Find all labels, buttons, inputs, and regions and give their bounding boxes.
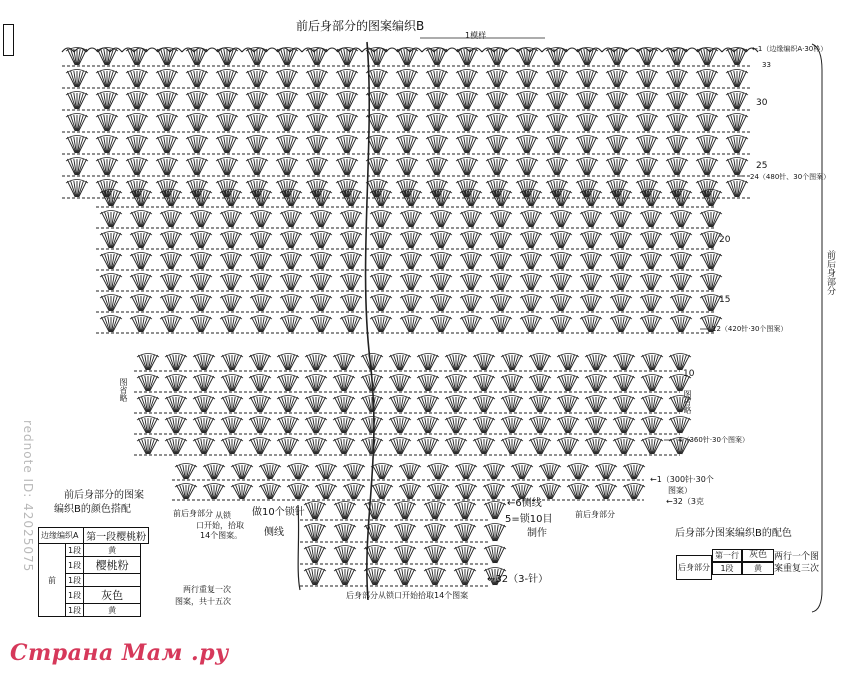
color-table-color <box>84 574 141 587</box>
side-line-right: ←6侧线 <box>507 498 542 509</box>
chart-title: 前后身部分的图案编织B <box>296 19 425 33</box>
row-label-4: 4（360针·30个图案） <box>678 436 749 444</box>
omit-label-right: 图省略 <box>683 390 692 414</box>
arrow-32-top: ←32（3克 <box>666 497 704 506</box>
right-bracket <box>812 44 822 612</box>
color-table-color: 灰色 <box>84 587 141 604</box>
edge-scallop <box>326 48 338 52</box>
site-watermark: Страна Мам .ру <box>10 640 229 666</box>
edge-scallop <box>266 48 278 52</box>
color-table-note-1: 两行重复一次 <box>183 585 231 594</box>
left-section-title-2: 编织B的颜色搭配 <box>54 504 131 515</box>
back-pickup-right: 前后身部分 <box>575 510 615 519</box>
side-line-left: 侧线 <box>264 527 284 538</box>
color-table-row: 1段 <box>66 557 84 574</box>
row-label-1: ←1（300针·30个 <box>650 475 714 484</box>
edge-scallop <box>686 48 698 52</box>
edge-scallop <box>506 48 518 52</box>
right-rows: 1段 <box>712 562 742 575</box>
color-table-header-left: 边缘编织A <box>39 528 84 544</box>
color-table-row: 1段 <box>66 574 84 587</box>
row-label-24: 24（480针、30个图案） <box>750 173 831 181</box>
bottom-left-small: 前后身部分 <box>173 509 213 518</box>
color-table-color: 黄 <box>84 544 141 557</box>
omit-label-left: 图省略 <box>119 378 128 402</box>
row-label-12: 12（420针·30个图案） <box>712 325 788 333</box>
color-table <box>38 527 149 617</box>
side-label: 前后身部分 <box>825 250 835 295</box>
edge-scallop <box>86 48 98 52</box>
edge-scallop <box>386 48 398 52</box>
left-section-title-1: 前后身部分的图案 <box>64 490 144 501</box>
right-note-2: 案重复三次 <box>774 564 820 574</box>
color-table-color: 黄 <box>84 604 141 617</box>
chain-10-right: 5=锁10目 <box>505 514 553 525</box>
right-color-table <box>676 549 776 584</box>
arrow-32-bottom: ←32（3-针） <box>487 574 549 585</box>
edge-scallop <box>626 48 638 52</box>
right-row-label: 后身部分 <box>676 555 712 580</box>
color-table-row: 1段 <box>66 587 84 604</box>
right-color-1: 灰色 <box>742 549 774 562</box>
row-label-10: 10 <box>683 369 695 379</box>
color-table-row: 1段 <box>66 544 84 557</box>
right-section-title: 后身部分图案编织B的配色 <box>675 528 792 539</box>
bottom-note: 后身部分从锁口开始拾取14个图案 <box>346 591 469 600</box>
pickup-left-1: 从锁 <box>215 511 231 520</box>
side-watermark: rednote ID: 42025075 <box>21 420 35 573</box>
right-note-1: 两行一个图 <box>774 552 820 562</box>
row-label-15: 15 <box>719 295 731 305</box>
chain-10-label: 做10个锁针 <box>252 507 305 518</box>
corner-marker <box>3 24 14 56</box>
pickup-left-2: 口开始，拾取 <box>196 521 244 530</box>
color-table-note-2: 图案，共十五次 <box>175 597 231 606</box>
right-color-2: 黄 <box>742 562 774 575</box>
color-table-row: 1段 <box>66 604 84 617</box>
make-label: 制作 <box>527 528 547 539</box>
row-label-33: 33 <box>762 61 771 69</box>
pickup-left-3: 14个图案。 <box>200 531 243 540</box>
color-table-side-mark: 前 <box>39 544 66 617</box>
edge-scallop <box>206 48 218 52</box>
row-label-30: 30 <box>756 98 768 108</box>
color-table-header-right: 第一段樱桃粉 <box>84 528 149 544</box>
right-first-row: 第一行 <box>712 549 742 562</box>
row-label-25: 25 <box>756 161 768 171</box>
color-table-color: 樱桃粉 <box>84 557 141 574</box>
edge-scallop <box>146 48 158 52</box>
top-edge-note: ←1（边缘编织A·30枠） <box>752 45 828 53</box>
row-label-1-tail: 图案） <box>668 486 692 495</box>
repeat-label: 1模样 <box>465 31 487 40</box>
edge-scallop <box>446 48 458 52</box>
edge-scallop <box>566 48 578 52</box>
row-label-20: 20 <box>719 235 731 245</box>
